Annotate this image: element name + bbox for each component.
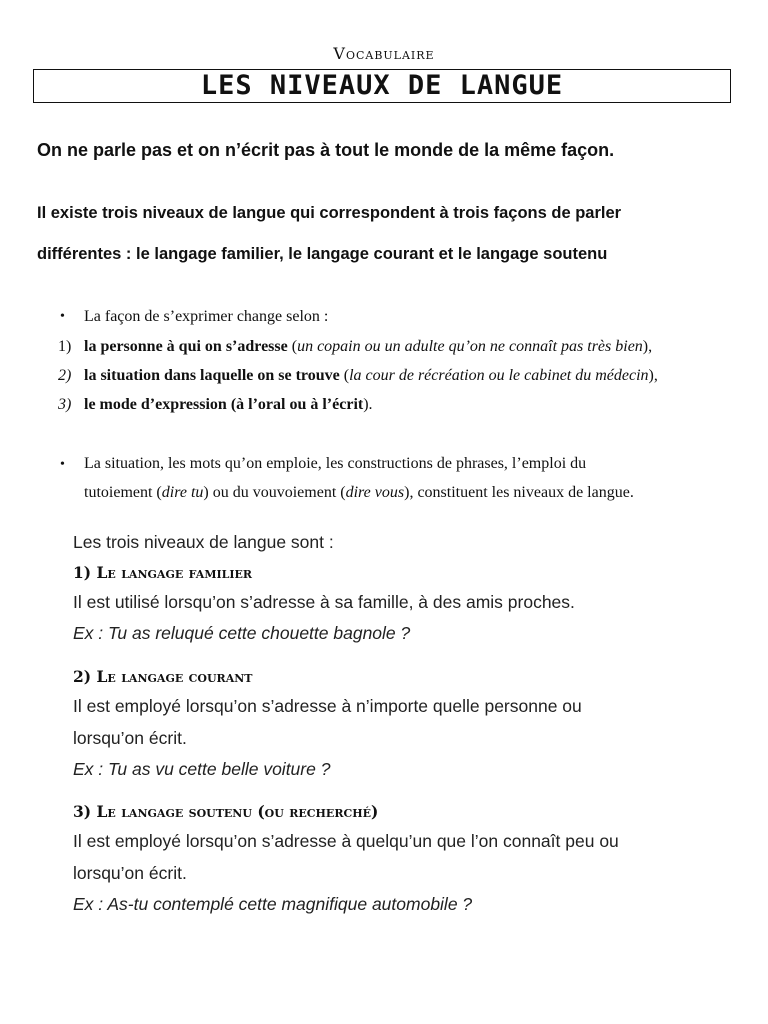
intro-line-1: Il existe trois niveaux de langue qui correspondent à trois façons de parler: [37, 204, 622, 222]
factor-close: ).: [363, 396, 373, 413]
page-title: LES NIVEAUX DE LANGUE: [200, 70, 564, 101]
situation-italic: dire tu: [161, 484, 204, 501]
intro-line-2: différentes : le langage familier, le langage courant et le langage soutenu: [37, 245, 608, 263]
situation-text: tutoiement (: [84, 484, 162, 501]
situation-text: ), constituent les niveaux de langue.: [404, 484, 634, 501]
level-description: lorsqu’on écrit.: [73, 728, 187, 748]
level-heading: 2) Le langage courant: [73, 667, 253, 686]
factor-open: (: [287, 338, 298, 355]
situation-line-2: [84, 484, 634, 502]
lead-sentence: On ne parle pas et on n’écrit pas à tout le monde de la même façon.: [37, 140, 615, 160]
factor-number: 2): [58, 367, 72, 384]
level-example: Ex : Tu as vu cette belle voiture ?: [73, 759, 331, 779]
level-description: Il est utilisé lorsqu’on s’adresse à sa famille, à des amis proches.: [73, 592, 575, 612]
factor-bold: la situation dans laquelle on se trouve: [84, 367, 340, 384]
factors-intro: La façon de s’exprimer change selon :: [84, 308, 329, 325]
factor-example: un copain ou un adulte qu’on ne connaît pas très bien: [297, 338, 643, 355]
situation-text: ) ou du vouvoiement (: [203, 484, 346, 501]
factor-number: 3): [58, 396, 72, 413]
level-heading: 1) Le langage familier: [73, 563, 253, 582]
factor-close: ),: [648, 367, 658, 384]
level-example: Ex : As-tu contemplé cette magnifique automobile ?: [73, 894, 473, 914]
bullet-icon: •: [60, 457, 65, 472]
factor-item: [84, 396, 373, 414]
level-heading: 3) Le langage soutenu (ou recherché): [73, 802, 379, 821]
bullet-icon: •: [60, 309, 65, 324]
factor-example: la cour de récréation ou le cabinet du médecin: [349, 367, 649, 384]
section-kicker: Vocabulaire: [333, 44, 435, 63]
situation-italic: dire vous: [345, 484, 405, 501]
factor-open: (: [339, 367, 350, 384]
level-description: lorsqu’on écrit.: [73, 863, 187, 883]
levels-intro: Les trois niveaux de langue sont :: [73, 532, 334, 552]
factor-item: [84, 367, 658, 385]
factor-bold: la personne à qui on s’adresse: [84, 338, 288, 355]
situation-line-1: La situation, les mots qu’on emploie, les constructions de phrases, l’emploi du: [84, 455, 587, 472]
factor-close: ),: [642, 338, 653, 355]
level-description: Il est employé lorsqu’on s’adresse à n’importe quelle personne ou: [73, 696, 582, 716]
level-description: Il est employé lorsqu’on s’adresse à quelqu’un que l’on connaît peu ou: [73, 831, 619, 851]
factor-number: 1): [58, 338, 72, 355]
level-example: Ex : Tu as reluqué cette chouette bagnole ?: [73, 623, 411, 643]
factor-bold: le mode d’expression (à l’oral ou à l’écrit: [84, 396, 364, 413]
factor-item: [84, 338, 652, 356]
